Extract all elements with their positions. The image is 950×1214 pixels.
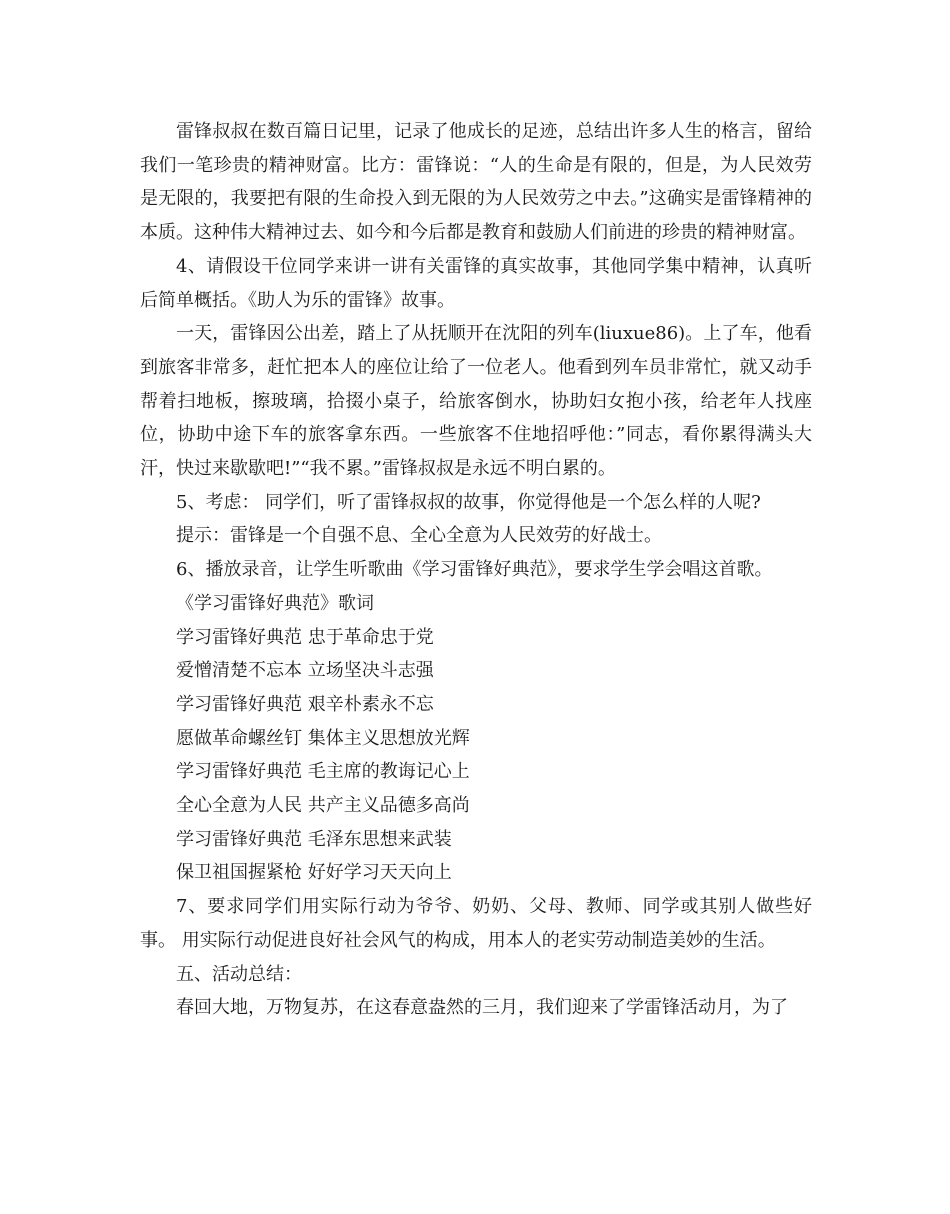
line-think-question: 5、考虑： 同学们，听了雷锋叔叔的故事，你觉得他是一个怎么样的人呢? — [176, 491, 761, 513]
section-heading-summary: 五、活动总结： — [176, 963, 302, 985]
paragraph-train-story: 一天，雷锋因公出差，踏上了从抚顺开在沈阳的列车(liuxue86)。上了车，他看到旅客非常多，赶忙把本人的座位让给了一位老人。他看到列车员非常忙，就又动手帮着扫地板，擦玻璃，拾掇小桌子，给旅客倒水，协助妇女抱小孩，给老年人找座位，协助中途下车的旅客拿东西。一些旅客不住地招呼他：”同志，看你累得满头大汗，快过来歇歇吧!”“我不累。”雷锋叔叔是永远不明白累的。 — [140, 323, 812, 480]
paragraph-summary-start: 春回大地，万物复苏，在这春意盎然的三月，我们迎来了学雷锋活动月，为了 — [176, 997, 788, 1019]
lyrics-line: 保卫祖国握紧枪 好好学习天天向上 — [176, 862, 452, 884]
document-body — [140, 115, 812, 1025]
lyrics-line: 愿做革命螺丝钉 集体主义思想放光辉 — [176, 727, 470, 749]
lyrics-line: 爱憎清楚不忘本 立场坚决斗志强 — [176, 660, 434, 682]
lyrics-line: 学习雷锋好典范 毛泽东思想来武装 — [176, 828, 452, 850]
paragraph-story-request: 4、请假设干位同学来讲一讲有关雷锋的真实故事，其他同学集中精神，认真听后简单概括。《助人为乐的雷锋》故事。 — [140, 255, 812, 311]
lyrics-line: 全心全意为人民 共产主义品德多高尚 — [176, 795, 470, 817]
lyrics-line: 学习雷锋好典范 忠于革命忠于党 — [176, 626, 434, 648]
lyrics-line: 学习雷锋好典范 艰辛朴素永不忘 — [176, 693, 434, 715]
paragraph-good-deeds: 7、要求同学们用实际行动为爷爷、奶奶、父母、教师、同学或其别人做些好事。 用实际行动促进良好社会风气的构成，用本人的老实劳动制造美妙的生活。 — [140, 896, 812, 951]
lyrics-line: 学习雷锋好典范 毛主席的教诲记心上 — [176, 761, 470, 783]
line-play-recording: 6、播放录音，让学生听歌曲《学习雷锋好典范》，要求学生学会唱这首歌。 — [176, 559, 773, 581]
paragraph-diary-spirit: 雷锋叔叔在数百篇日记里，记录了他成长的足迹，总结出许多人生的格言，留给我们一笔珍贵的精神财富。比方：雷锋说：“人的生命是有限的，但是，为人民效劳是无限的，我要把有限的生命投入到无限的为人民效劳之中去。”这确实是雷锋精神的本质。这种伟大精神过去、如今和今后都是教育和鼓励人们前进的珍贵的精神财富。 — [140, 121, 812, 244]
lyrics-title: 《学习雷锋好典范》歌词 — [176, 592, 374, 614]
line-hint: 提示：雷锋是一个自强不息、全心全意为人民效劳的好战士。 — [176, 525, 662, 547]
